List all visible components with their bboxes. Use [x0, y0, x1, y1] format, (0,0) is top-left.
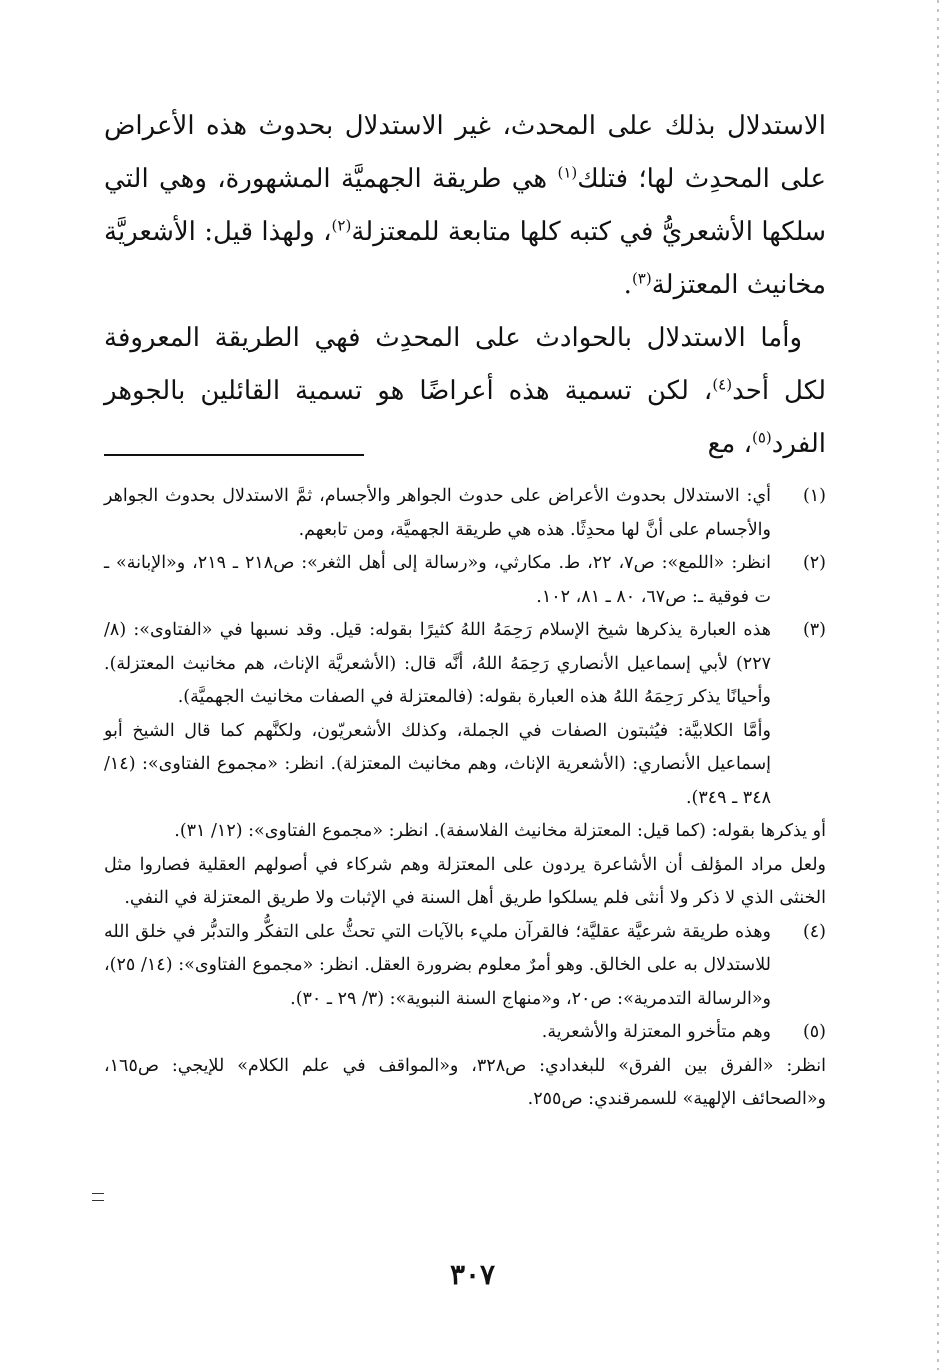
- footnote-4: [104, 916, 826, 1017]
- main-paragraph: [104, 100, 826, 312]
- main-text-run: .: [623, 270, 632, 300]
- footnote-number: (١): [802, 486, 826, 506]
- footnote-text: هذه العبارة يذكرها شيخ الإسلام رَحِمَهُ اللهُ كثيرًا بقوله: قيل. وقد نسبها في «الفتاوى»: (٨/ ٢٢٧) لأبي إسماعيل الأنصاري رَحِمَهُ اللهُ، أنَّه قال: (الأشعريَّة الإناث، هم مخانيث المعتزلة). وأحيانًا يذكر رَحِمَهُ اللهُ هذه العبارة بقوله: (فالمعتزلة في الصفات مخانيث الجهميَّة).: [104, 620, 771, 707]
- footnote-text: انظر: «الفرق بين الفرق» للبغدادي: ص٣٢٨، و«المواقف في علم الكلام» للإيجي: ص١٦٥، و«الصحائف الإلهية» للسمرقندي: ص٢٥٥.: [104, 1055, 827, 1109]
- footnote-ref: (٤): [712, 375, 733, 394]
- footnote-text: وأمَّا الكلابيَّة: فيُثبتون الصفات في الجملة، وكذلك الأشعريّون، ولكنَّهم كما قال الشيخ أبو إسماعيل الأنصاري: (الأشعرية الإناث، وهم مخانيث المعتزلة). انظر: «مجموع الفتاوى»: (١٤/ ٣٤٨ ـ ٣٤٩).: [104, 720, 771, 808]
- footnote-body: [104, 1016, 771, 1050]
- main-text-run: ، لكن تسمية هذه أعراضًا هو تسمية القائلين بالجوهر الفرد: [104, 376, 826, 459]
- footnote-continuation: [104, 815, 826, 916]
- page-number: ٣٠٧: [449, 1258, 496, 1291]
- footnote-ref: (٥): [751, 428, 772, 447]
- main-text-run: الاستدلال بذلك على المحدث، غير الاستدلال بحدوث هذه الأعراض على المحدِث لها؛ فتلك: [104, 111, 826, 194]
- footnote-text: وهذه طريقة شرعيَّة عقليَّة؛ فالقرآن مليء بالآيات التي تحثُّ على التفكُّر والتدبُّر في خلق الله للاستدلال به على الخالق. وهو أمرٌ معلوم بضرورة العقل. انظر: «مجموع الفتاوى»: (١٤/ ٢٥)، و«الرسالة التدمرية»: ص٢٠، و«منهاج السنة النبوية»: (٣/ ٢٩ ـ ٣٠).: [104, 921, 771, 1009]
- equals-mark: [92, 1193, 104, 1201]
- main-paragraph: [104, 312, 826, 471]
- main-text-run: ، مع: [707, 429, 752, 459]
- footnote-2: [104, 547, 826, 614]
- footnote-body: [104, 916, 771, 1017]
- footnote-continuation: [104, 1050, 826, 1117]
- footnote-1: [104, 480, 826, 547]
- footnote-5: [104, 1016, 826, 1050]
- footnote-body: [104, 547, 771, 614]
- footnote-ref: (٢): [331, 216, 352, 235]
- footnotes: [104, 480, 826, 1117]
- scan-edge: [937, 0, 939, 1370]
- footnote-number: (٤): [802, 921, 826, 942]
- footnote-body: [104, 614, 771, 815]
- footnote-text: انظر: «اللمع»: ص٧، ٢٢، ط. مكارثي، و«رسالة إلى أهل الثغر»: ص٢١٨ ـ ٢١٩، و«الإبانة» ـ ت فوقية ـ: ص٦٧، ٨٠ ـ ٨١، ١٠٢.: [104, 553, 771, 607]
- footnote-ref: (٣): [631, 269, 652, 288]
- footnote-number: (٢): [802, 553, 826, 573]
- footnote-text: أي: الاستدلال بحدوث الأعراض على حدوث الجواهر والأجسام، ثمَّ الاستدلال بحدوث الجواهر والأجسام على أنَّ لها محدِثًا. هذه هي طريقة الجهميَّة، ومن تابعهم.: [104, 486, 771, 540]
- main-text-run: وأما الاستدلال بالحوادث على المحدِث فهي الطريقة المعروفة لكل أحد: [104, 323, 826, 406]
- footnote-text: وهم متأخرو المعتزلة والأشعرية.: [541, 1022, 771, 1042]
- footnote-ref: (١): [557, 163, 578, 182]
- footnote-separator: [104, 454, 364, 456]
- footnote-text: ولعل مراد المؤلف أن الأشاعرة يردون على المعتزلة وهم شركاء في أصولهم العقلية فصاروا مثل الخنثى الذي لا ذكر ولا أنثى فلم يسلكوا طريق أهل السنة في الإثبات ولا طريق المعتزلة في النفي.: [104, 854, 826, 908]
- main-text: [104, 100, 826, 471]
- footnote-3: [104, 614, 826, 815]
- footnote-text: أو يذكرها بقوله: (كما قيل: المعتزلة مخانيث الفلاسفة). انظر: «مجموع الفتاوى»: (١٢/ ٣١).: [174, 821, 826, 841]
- main-text-run: هي طريقة الجهميَّة المشهورة، وهي التي سلكها الأشعريُّ في كتبه كلها متابعة للمعتزلة: [104, 164, 826, 247]
- footnote-number: (٣): [802, 620, 826, 640]
- footnote-number: (٥): [802, 1022, 826, 1042]
- footnote-body: [104, 480, 771, 547]
- main-text-run: ، ولهذا قيل: الأشعريَّة مخانيث المعتزلة: [104, 217, 826, 300]
